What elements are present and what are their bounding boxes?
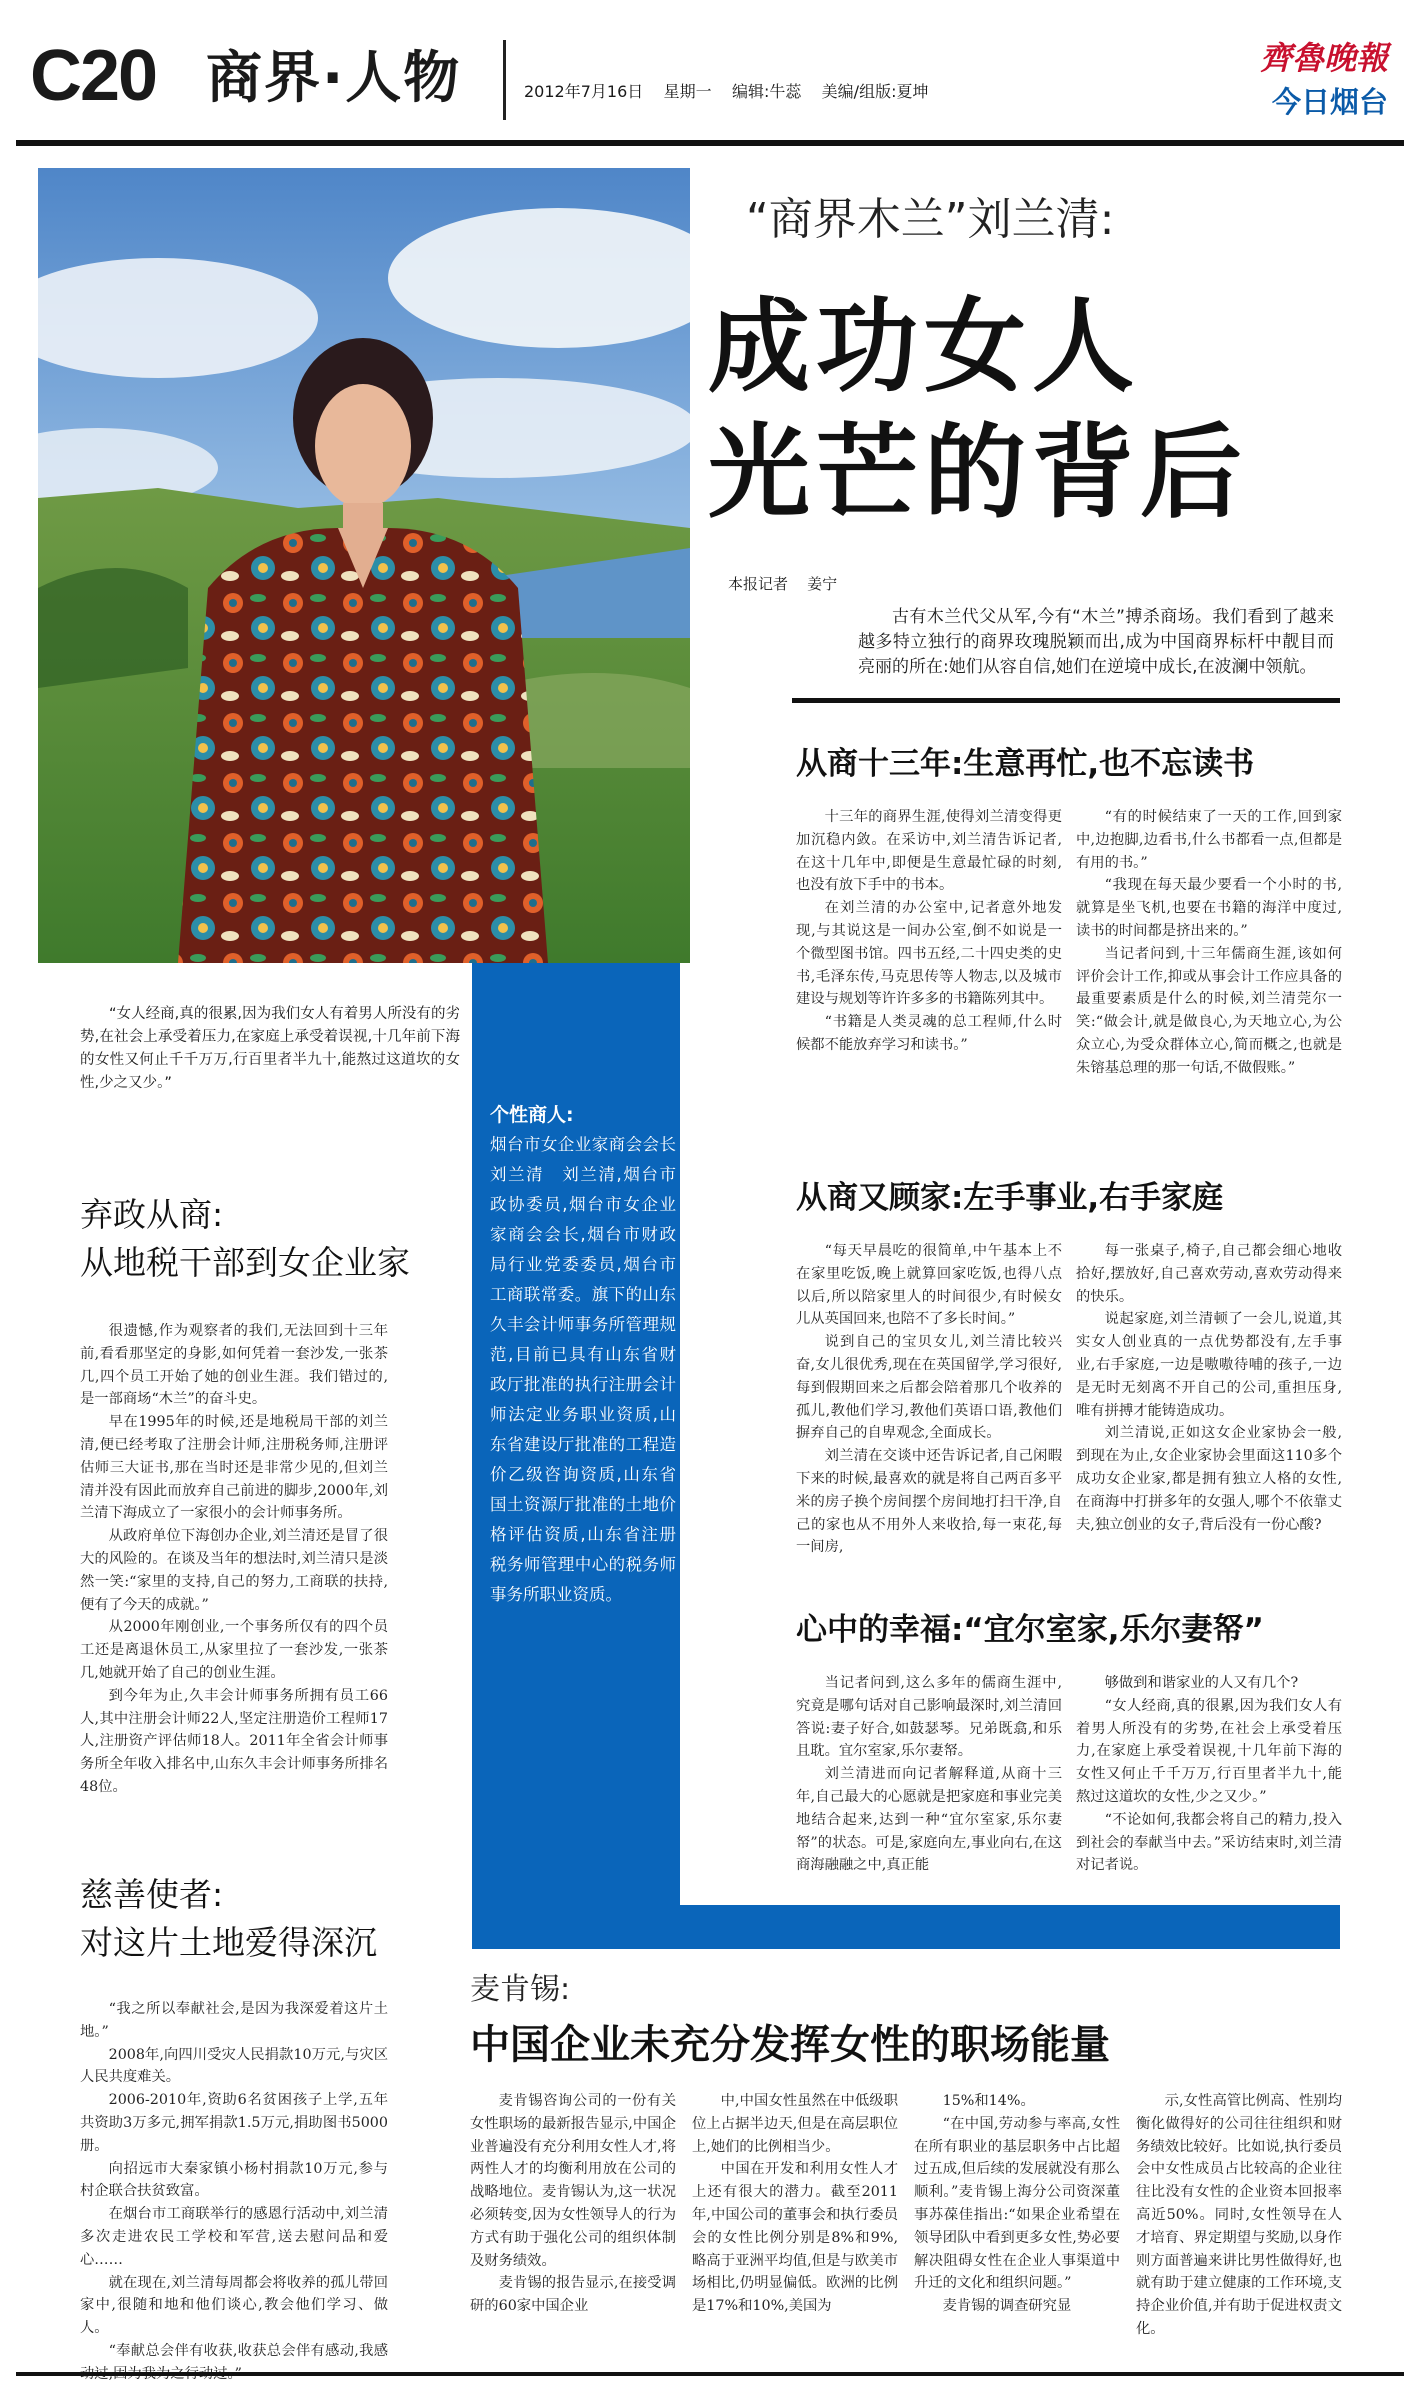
mckinsey-col-2 xyxy=(692,2090,898,2318)
article-kicker: “商界木兰”刘兰清: xyxy=(746,194,1115,245)
paragraph: “我之所以奉献社会,是因为我深爱着这片土地。” xyxy=(80,2001,388,2040)
lead-paragraph: 古有木兰代父从军,今有“木兰”搏杀商场。我们看到了越来越多特立独行的商界玫瑰脱颖而出,成为中国商界标杆中靓目而亮丽的所在:她们从容自信,她们在逆境中成长,在波澜中领航。 xyxy=(858,607,1334,677)
page-number: C20 xyxy=(30,36,157,116)
profile-box-bottom-band xyxy=(472,1905,1340,1949)
mckinsey-col-3 xyxy=(914,2090,1120,2318)
paragraph: 在烟台市工商联举行的感恩行活动中,刘兰清多次走进农民工学校和军营,送去慰问品和爱心…… xyxy=(80,2206,388,2268)
paragraph: 说起家庭,刘兰清顿了一会儿,说道,其实女人创业真的一点优势都没有,左手事业,右手家庭,一边是嗷嗷待哺的孩子,一边是无时无刻离不开自己的公司,重担压身,唯有拼搏才能铸造成功。 xyxy=(1076,1311,1342,1419)
happiness-col-1 xyxy=(796,1672,1062,1877)
section-heading-reading: 从商十三年:生意再忙,也不忘读书 xyxy=(796,746,1255,782)
paragraph: 中,中国女性虽然在中低级职位上占据半边天,但是在高层职位上,她们的比例相当少。 xyxy=(692,2093,898,2155)
paragraph: 从2000年刚创业,一个事务所仅有的四个员工还是离退休员工,从家里拉了一套沙发,一张茶几,她就开始了自己的创业生涯。 xyxy=(80,1619,388,1681)
section-heading-happiness: 心中的幸福:“宜尔室家,乐尔妻帑” xyxy=(796,1612,1264,1648)
newspaper-logo xyxy=(1208,36,1388,134)
paragraph: 就在现在,刘兰清每周都会将收养的孤儿带回家中,很随和地和他们谈心,教会他们学习、做人。 xyxy=(80,2274,388,2337)
paragraph: 向招远市大秦家镇小杨村捐款10万元,参与村企联合扶贫致富。 xyxy=(80,2160,388,2200)
mckinsey-kicker: 麦肯锡: xyxy=(470,1972,571,2007)
section-2-body xyxy=(80,1998,388,2383)
mckinsey-col-1 xyxy=(470,2090,676,2318)
paragraph: 15%和14%。 xyxy=(942,2093,1035,2109)
paragraph: 示,女性高管比例高、性别均衡化做得好的公司往往组织和财务绩效比较好。比如说,执行委员会中女性成员占比较高的企业往往比没有女性的企业资本回报率高近50%。同时,女性领导在人才培育、界定期望与奖励,以身作则方面普遍来讲比男性做得好,也就有助于建立健康的工作环境,支持企业价值,并有助于促进权责文化。 xyxy=(1136,2093,1342,2337)
paragraph: 2006-2010年,资助6名贫困孩子上学,五年共资助3万多元,拥军捐款1.5万元,捐助图书5000册。 xyxy=(80,2092,388,2154)
header-divider xyxy=(503,40,506,120)
paragraph: 每一张桌子,椅子,自己都会细心地收拾好,摆放好,自己喜欢劳动,喜欢劳动得来的快乐。 xyxy=(1076,1243,1342,1305)
family-col-2 xyxy=(1076,1240,1342,1536)
paragraph: “我现在每天最少要看一个小时的书,就算是坐飞机,也要在书籍的海洋中度过,读书的时间都是挤出来的。” xyxy=(1076,877,1342,939)
portrait-photo-illustration xyxy=(38,168,690,963)
logo-edition: 今日烟台 xyxy=(1271,85,1388,119)
paragraph: 当记者问到,这么多年的儒商生涯中,究竟是哪句话对自己影响最深时,刘兰清回答说:妻子好合,如鼓瑟琴。兄弟既翕,和乐且耽。宜尔室家,乐尔妻帑。 xyxy=(796,1675,1062,1760)
family-col-1 xyxy=(796,1240,1062,1559)
paragraph: “在中国,劳动参与率高,女性在所有职业的基层职务中占比超过五成,但后续的发展就没有那么顺利。”麦肯锡上海分公司资深董事苏葆佳指出:“如果企业希望在领导团队中看到更多女性,势必要解决阻碍女性在企业人事渠道中升迁的文化和组织问题。” xyxy=(914,2115,1120,2292)
paragraph: 刘兰清在交谈中还告诉记者,自己闲暇下来的时候,最喜欢的就是将自己两百多平米的房子换个房间摆个房间地打扫干净,自己的家也从不用外人来收拾,每一束花,每一间房, xyxy=(796,1448,1062,1556)
paragraph: “奉献总会伴有收获,收获总会伴有感动,我感 xyxy=(108,2342,388,2359)
lead-rule xyxy=(792,698,1340,703)
paragraph: “女人经商,真的很累,因为我们女人有着男人所没有的劣势,在社会上承受着压力,在家庭上承受着误视,十几年前下海的女性又何止千千万万,行百里者半九十,能熬过这道坎的女性,少之又少。” xyxy=(1076,1697,1342,1805)
paragraph: 当记者问到,十三年儒商生涯,该如何评价会计工作,抑或从事会计工作应具备的最重要素质是什么的时候,刘兰清莞尔一笑:“做会计,就是做良心,为天地立心,为公众立心,为受众群体立心,简而概之,也就是朱镕基总理的那一句话,不做假账。” xyxy=(1076,945,1342,1076)
paragraph: 中国在开发和利用女性人才上还有很大的潜力。截至2011年,中国公司的董事会和执行委员会的女性比例分别是8%和9%,略高于亚洲平均值,但是与欧美市场相比,仍明显偏低。欧洲的比例是17%和10%,美国为 xyxy=(692,2161,898,2315)
reading-col-2 xyxy=(1076,806,1342,1080)
bottom-rule xyxy=(16,2372,1404,2376)
paragraph: “每天早晨吃的很简单,中午基本上不在家里吃饭,晚上就算回家吃饭,也得八点以后,所以陪家里人的时间很少,有时候女儿从英国回来,也陪不了多长时间。” xyxy=(796,1243,1062,1328)
headline-line-1: 成功女人 xyxy=(708,288,1140,407)
byline: 本报记者 姜宁 xyxy=(728,575,838,593)
section-1-body xyxy=(80,1320,388,1799)
paragraph: “不论如何,我都会将自己的精力,投入到社会的奉献当中去。”采访结束时,刘兰清对记者说。 xyxy=(1076,1811,1342,1874)
section-heading-2b: 对这片土地爱得深沉 xyxy=(80,1923,377,1962)
paragraph: 麦肯锡咨询公司的一份有关女性职场的最新报告显示,中国企业普遍没有充分利用女性人才,将两性人才的均衡利用放在公司的战略地位。麦肯锡认为,这一状况必须转变,因为女性领导人的行为方式有助于强化公司的组织体制及财务绩效。 xyxy=(470,2093,676,2269)
happiness-col-2 xyxy=(1076,1672,1342,1877)
section-heading-2a: 慈善使者: xyxy=(80,1875,224,1914)
mckinsey-title: 中国企业未充分发挥女性的职场能量 xyxy=(470,2022,1110,2068)
paragraph: 早在1995年的时候,还是地税局干部的刘兰清,便已经考取了注册会计师,注册税务师,注册评估师三大证书,那在当时还是非常少见的,但刘兰清并没有因此而放弃自己前进的脚步,2000年,刘兰清下海成立了一家很小的会计师事务所。 xyxy=(80,1414,388,1522)
profile-body: 烟台市女企业家商会会长刘兰清 刘兰清,烟台市政协委员,烟台市女企业家商会会长,烟台市财政局行业党委委员,烟台市工商联常委。旗下的山东久丰会计师事务所管理规范,目前已具有山东省财政厅批准的执行注册会计师法定业务职业资质,山东省建设厅批准的工程造价乙级咨询资质,山东省国土资源厅批准的土地价格评估资质,山东省注册税务师管理中心的税务师事务所职业资质。 xyxy=(490,1135,676,1604)
reading-col-1 xyxy=(796,806,1062,1057)
paragraph: 到今年为止,久丰会计师事务所拥有员工66人,其中注册会计师22人,坚定注册造价工程师17人,注册资产评估师18人。2011年全省会计师事务所全年收入排名中,山东久丰会计师事务所排名48位。 xyxy=(80,1687,388,1795)
portrait-photo xyxy=(38,168,690,963)
paragraph: 刘兰清说,正如这女企业家协会一般,到现在为止,女企业家协会里面这110多个成功女企业家,都是拥有独立人格的女性,在商海中打拼多年的女强人,哪个不依靠丈夫,独立创业的女子,背后没有一份心酸? xyxy=(1076,1425,1342,1533)
paragraph: 麦肯锡的报告显示,在接受调研的60家中国企业 xyxy=(470,2275,676,2315)
section-heading-family: 从商又顾家:左手事业,右手家庭 xyxy=(796,1180,1224,1216)
paragraph: 在刘兰清的办公室中,记者意外地发现,与其说这是一间办公室,倒不如说是一个微型图书馆。四书五经,二十四史类的史书,毛泽东传,马克思传等人物志,以及城市建设与规划等许许多多的书籍陈列其中。 xyxy=(796,900,1062,1008)
paragraph: 很遗憾,作为观察者的我们,无法回到十三年前,看看那坚定的身影,如何凭着一套沙发,一张茶几,四个员工开始了她的创业生涯。我们错过的,是一部商场“木兰”的奋斗史。 xyxy=(80,1323,388,1408)
profile-title: 个性商人: xyxy=(490,1104,574,1126)
date-editor-line: 2012年7月16日 星期一 编辑:牛蕊 美编/组版:夏坤 xyxy=(524,82,929,101)
paragraph: 从政府单位下海创办企业,刘兰清还是冒了很大的风险的。在谈及当年的想法时,刘兰清只是淡然一笑:“家里的支持,自己的努力,工商联的扶持,便有了今天的成就。” xyxy=(80,1528,388,1613)
paragraph: 够做到和谐家业的人又有几个? xyxy=(1104,1675,1299,1691)
top-rule xyxy=(16,140,1404,146)
paragraph: “书籍是人类灵魂的总工程师,什么时候都不能放弃学习和读书。” xyxy=(796,1014,1062,1053)
section-heading-1b: 从地税干部到女企业家 xyxy=(80,1243,410,1282)
logo-brand: 齊魯晚報 xyxy=(1259,39,1388,77)
section-heading-1a: 弃政从商: xyxy=(80,1195,224,1234)
section-title: 商界·人物 xyxy=(206,46,462,111)
paragraph: 2008年,向四川受灾人民捐款10万元,与灾区人民共度难关。 xyxy=(80,2046,388,2086)
paragraph: 说到自己的宝贝女儿,刘兰清比较兴奋,女儿很优秀,现在在英国留学,学习很好,每到假期回来之后都会陪着那几个收养的孤儿,教他们学习,教他们英语口语,教他们摒弃自己的自卑观念,全面成长。 xyxy=(796,1334,1062,1442)
headline-line-2: 光芒的背后 xyxy=(708,414,1248,533)
profile-box xyxy=(490,1100,676,1610)
paragraph: 麦肯锡的调查研究显 xyxy=(942,2298,1072,2315)
paragraph: “有的时候结束了一天的工作,回到家中,边抱脚,边看书,什么书都看一点,但都是有用的书。” xyxy=(1076,809,1342,871)
mckinsey-col-4 xyxy=(1136,2090,1342,2341)
paragraph: 十三年的商界生涯,使得刘兰清变得更加沉稳内敛。在采访中,刘兰清告诉记者,在这十几年中,即便是生意最忙碌的时刻,也没有放下手中的书本。 xyxy=(796,809,1062,894)
paragraph: 刘兰清进而向记者解释道,从商十三年,自己最大的心愿就是把家庭和事业完美地结合起来,达到一种“宜尔室家,乐尔妻帑”的状态。可是,家庭向左,事业向右,在这商海融融之中,真正能 xyxy=(796,1766,1062,1874)
photo-quote-caption: “女人经商,真的很累,因为我们女人有着男人所没有的劣势,在社会上承受着压力,在家庭上承受着误视,十几年前下海的女性又何止千千万万,行百里者半九十,能熬过这道坎的女性,少之又少。” xyxy=(80,1006,460,1091)
